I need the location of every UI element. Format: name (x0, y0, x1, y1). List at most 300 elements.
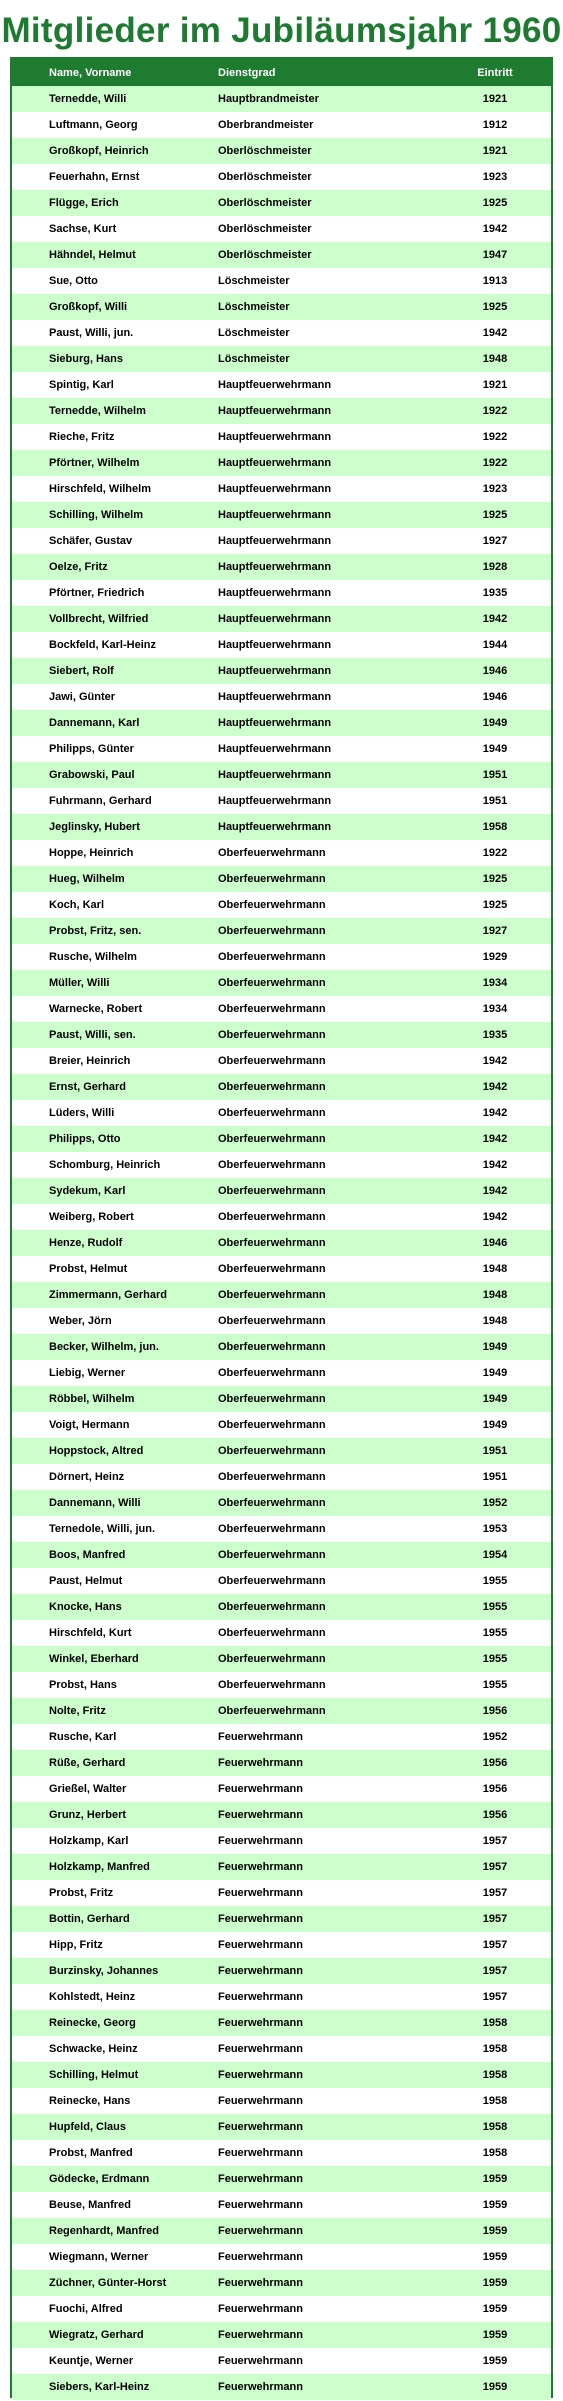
table-row (12, 944, 551, 970)
member-name: Jawi, Günter (49, 691, 116, 703)
member-joined-year: 1921 (482, 93, 508, 105)
member-joined-year: 1948 (482, 353, 508, 365)
table-row (12, 2218, 551, 2244)
member-joined-year: 1957 (482, 1861, 508, 1873)
member-rank: Feuerwehrmann (218, 2225, 303, 2237)
member-joined-year: 1946 (482, 1237, 508, 1249)
table-row (12, 1178, 551, 1204)
member-rank: Oberfeuerwehrmann (218, 1549, 326, 1561)
table-row (12, 1672, 551, 1698)
member-name: Probst, Helmut (49, 1263, 128, 1275)
member-joined-year: 1951 (482, 769, 508, 781)
member-rank: Oberfeuerwehrmann (218, 1107, 326, 1119)
member-joined-year: 1954 (482, 1549, 508, 1561)
member-rank: Oberfeuerwehrmann (218, 1211, 326, 1223)
member-rank: Oberfeuerwehrmann (218, 1419, 326, 1431)
member-name: Liebig, Werner (49, 1367, 126, 1379)
member-name: Schomburg, Heinrich (49, 1159, 161, 1171)
member-name: Schilling, Wilhelm (49, 509, 144, 521)
table-row (12, 1594, 551, 1620)
member-joined-year: 1959 (482, 2251, 508, 2263)
member-joined-year: 1928 (482, 561, 508, 573)
table-row (12, 1464, 551, 1490)
member-rank: Oberfeuerwehrmann (218, 847, 326, 859)
member-name: Paust, Willi, jun. (49, 327, 134, 339)
table-row (12, 762, 551, 788)
column-header-name: Name, Vorname (49, 66, 132, 79)
table-row (12, 190, 551, 216)
table-row (12, 372, 551, 398)
member-name: Siebers, Karl-Heinz (49, 2381, 150, 2393)
member-rank: Hauptfeuerwehrmann (218, 457, 332, 469)
member-name: Luftmann, Georg (49, 119, 138, 131)
member-name: Probst, Fritz (49, 1887, 114, 1899)
table-row (12, 1282, 551, 1308)
table-row (12, 814, 551, 840)
member-name: Müller, Willi (49, 977, 110, 989)
member-rank: Feuerwehrmann (218, 2095, 303, 2107)
member-joined-year: 1955 (482, 1601, 508, 1613)
member-joined-year: 1952 (482, 1731, 508, 1743)
table-row (12, 424, 551, 450)
member-joined-year: 1956 (482, 1757, 508, 1769)
member-joined-year: 1957 (482, 1835, 508, 1847)
member-rank: Hauptfeuerwehrmann (218, 717, 332, 729)
member-name: Schilling, Helmut (49, 2069, 139, 2081)
table-row (12, 2348, 551, 2374)
member-joined-year: 1912 (482, 119, 508, 131)
member-name: Burzinsky, Johannes (49, 1965, 159, 1977)
member-rank: Oberlöschmeister (218, 145, 312, 157)
member-rank: Feuerwehrmann (218, 1835, 303, 1847)
table-row (12, 1360, 551, 1386)
member-name: Keuntje, Werner (49, 2355, 134, 2367)
table-row (12, 1724, 551, 1750)
table-row (12, 866, 551, 892)
member-joined-year: 1935 (482, 587, 508, 599)
member-joined-year: 1949 (482, 1393, 508, 1405)
member-joined-year: 1956 (482, 1705, 508, 1717)
table-row (12, 1620, 551, 1646)
member-rank: Oberfeuerwehrmann (218, 1185, 326, 1197)
member-joined-year: 1942 (482, 1107, 508, 1119)
table-row (12, 2192, 551, 2218)
member-rank: Hauptfeuerwehrmann (218, 561, 332, 573)
member-name: Sydekum, Karl (49, 1185, 126, 1197)
member-name: Siebert, Rolf (49, 665, 114, 677)
member-joined-year: 1934 (482, 977, 508, 989)
member-joined-year: 1913 (482, 275, 508, 287)
table-row (12, 1048, 551, 1074)
member-rank: Feuerwehrmann (218, 1965, 303, 1977)
member-joined-year: 1942 (482, 1185, 508, 1197)
column-header-rank: Dienstgrad (218, 66, 276, 79)
table-row (12, 1100, 551, 1126)
table-row (12, 476, 551, 502)
member-name: Henze, Rudolf (49, 1237, 123, 1249)
member-rank: Feuerwehrmann (218, 1913, 303, 1925)
member-name: Warnecke, Robert (49, 1003, 143, 1015)
table-row (12, 736, 551, 762)
member-name: Koch, Karl (49, 899, 105, 911)
member-name: Spintig, Karl (49, 379, 114, 391)
member-name: Züchner, Günter-Horst (49, 2277, 167, 2289)
member-name: Reinecke, Hans (49, 2095, 131, 2107)
member-name: Hoppstock, Altred (49, 1445, 144, 1457)
table-row (12, 970, 551, 996)
table-row (12, 1542, 551, 1568)
member-rank: Feuerwehrmann (218, 2251, 303, 2263)
member-rank: Oberfeuerwehrmann (218, 1445, 326, 1457)
table-row (12, 1776, 551, 1802)
member-name: Großkopf, Willi (49, 301, 128, 313)
member-rank: Oberfeuerwehrmann (218, 1367, 326, 1379)
member-name: Gödecke, Erdmann (49, 2173, 150, 2185)
table-row (12, 1958, 551, 1984)
table-row (12, 346, 551, 372)
table-row (12, 710, 551, 736)
table-row (12, 164, 551, 190)
table-row (12, 1152, 551, 1178)
member-rank: Hauptfeuerwehrmann (218, 509, 332, 521)
member-name: Rüße, Gerhard (49, 1757, 126, 1769)
member-joined-year: 1946 (482, 691, 508, 703)
member-rank: Feuerwehrmann (218, 2329, 303, 2341)
member-joined-year: 1951 (482, 795, 508, 807)
table-row (12, 1230, 551, 1256)
member-joined-year: 1921 (482, 379, 508, 391)
member-joined-year: 1921 (482, 145, 508, 157)
member-joined-year: 1958 (482, 2147, 508, 2159)
table-row (12, 2322, 551, 2348)
member-rank: Oberfeuerwehrmann (218, 1627, 326, 1639)
member-joined-year: 1959 (482, 2173, 508, 2185)
member-rank: Oberlöschmeister (218, 197, 312, 209)
member-rank: Oberfeuerwehrmann (218, 1055, 326, 1067)
table-row (12, 1386, 551, 1412)
member-joined-year: 1935 (482, 1029, 508, 1041)
member-name: Pförtner, Wilhelm (49, 457, 140, 469)
table-row (12, 2036, 551, 2062)
member-rank: Feuerwehrmann (218, 2173, 303, 2185)
member-rank: Feuerwehrmann (218, 2043, 303, 2055)
member-joined-year: 1956 (482, 1783, 508, 1795)
table-row (12, 2088, 551, 2114)
table-row (12, 554, 551, 580)
member-joined-year: 1957 (482, 1887, 508, 1899)
member-joined-year: 1955 (482, 1575, 508, 1587)
table-row (12, 684, 551, 710)
table-row (12, 1022, 551, 1048)
member-name: Bottin, Gerhard (49, 1913, 130, 1925)
member-name: Hipp, Fritz (49, 1939, 103, 1951)
table-row (12, 242, 551, 268)
member-name: Holzkamp, Karl (49, 1835, 129, 1847)
member-rank: Oberfeuerwehrmann (218, 1523, 326, 1535)
table-row (12, 1516, 551, 1542)
table-row (12, 2114, 551, 2140)
table-row (12, 1906, 551, 1932)
member-name: Philipps, Otto (49, 1133, 121, 1145)
member-joined-year: 1959 (482, 2381, 508, 2393)
member-rank: Feuerwehrmann (218, 1783, 303, 1795)
table-row (12, 1074, 551, 1100)
member-name: Wiegratz, Gerhard (49, 2329, 144, 2341)
member-name: Hoppe, Heinrich (49, 847, 134, 859)
table-row (12, 216, 551, 242)
table-row (12, 1256, 551, 1282)
member-rank: Feuerwehrmann (218, 2303, 303, 2315)
member-joined-year: 1949 (482, 717, 508, 729)
member-rank: Oberfeuerwehrmann (218, 1029, 326, 1041)
members-table (10, 57, 553, 2398)
member-name: Weber, Jörn (49, 1315, 112, 1327)
member-rank: Feuerwehrmann (218, 2147, 303, 2159)
table-row (12, 1646, 551, 1672)
member-joined-year: 1958 (482, 2121, 508, 2133)
member-joined-year: 1956 (482, 1809, 508, 1821)
member-joined-year: 1959 (482, 2329, 508, 2341)
member-name: Fuochi, Alfred (49, 2303, 123, 2315)
member-joined-year: 1949 (482, 1341, 508, 1353)
member-rank: Oberfeuerwehrmann (218, 1705, 326, 1717)
member-name: Ternedde, Wilhelm (49, 405, 146, 417)
column-header-joined: Eintritt (477, 66, 513, 79)
table-row (12, 1490, 551, 1516)
member-rank: Oberfeuerwehrmann (218, 925, 326, 937)
member-name: Feuerhahn, Ernst (49, 171, 140, 183)
member-name: Reinecke, Georg (49, 2017, 136, 2029)
member-joined-year: 1925 (482, 197, 508, 209)
member-joined-year: 1927 (482, 535, 508, 547)
table-row (12, 1438, 551, 1464)
member-rank: Feuerwehrmann (218, 2355, 303, 2367)
member-rank: Feuerwehrmann (218, 1757, 303, 1769)
table-row (12, 294, 551, 320)
member-joined-year: 1958 (482, 2043, 508, 2055)
member-name: Pförtner, Friedrich (49, 587, 145, 599)
table-row (12, 1828, 551, 1854)
table-row (12, 1932, 551, 1958)
table-row (12, 632, 551, 658)
member-rank: Oberfeuerwehrmann (218, 1653, 326, 1665)
member-name: Bockfeld, Karl-Heinz (49, 639, 156, 651)
member-joined-year: 1923 (482, 483, 508, 495)
member-joined-year: 1946 (482, 665, 508, 677)
member-rank: Hauptfeuerwehrmann (218, 405, 332, 417)
member-joined-year: 1929 (482, 951, 508, 963)
member-joined-year: 1957 (482, 1913, 508, 1925)
member-rank: Feuerwehrmann (218, 2381, 303, 2393)
member-joined-year: 1957 (482, 1991, 508, 2003)
member-name: Probst, Manfred (49, 2147, 133, 2159)
member-rank: Hauptbrandmeister (218, 93, 319, 105)
member-name: Hirschfeld, Kurt (49, 1627, 132, 1639)
table-row (12, 502, 551, 528)
member-joined-year: 1942 (482, 327, 508, 339)
member-rank: Löschmeister (218, 301, 290, 313)
member-joined-year: 1955 (482, 1627, 508, 1639)
member-rank: Oberfeuerwehrmann (218, 1081, 326, 1093)
member-name: Kohlstedt, Heinz (49, 1991, 136, 2003)
member-joined-year: 1934 (482, 1003, 508, 1015)
member-joined-year: 1922 (482, 431, 508, 443)
member-name: Knocke, Hans (49, 1601, 122, 1613)
member-rank: Feuerwehrmann (218, 1939, 303, 1951)
member-name: Schwacke, Heinz (49, 2043, 138, 2055)
member-name: Paust, Helmut (49, 1575, 123, 1587)
member-rank: Oberfeuerwehrmann (218, 1679, 326, 1691)
member-name: Grunz, Herbert (49, 1809, 127, 1821)
member-rank: Hauptfeuerwehrmann (218, 535, 332, 547)
table-row (12, 1204, 551, 1230)
member-joined-year: 1958 (482, 2017, 508, 2029)
member-rank: Feuerwehrmann (218, 1731, 303, 1743)
member-rank: Feuerwehrmann (218, 1991, 303, 2003)
table-row (12, 996, 551, 1022)
member-name: Schäfer, Gustav (49, 535, 133, 547)
member-name: Becker, Wilhelm, jun. (49, 1341, 159, 1353)
member-name: Dannemann, Willi (49, 1497, 141, 1509)
member-rank: Löschmeister (218, 327, 290, 339)
member-name: Hähndel, Helmut (49, 249, 136, 261)
member-joined-year: 1942 (482, 1133, 508, 1145)
member-rank: Oberfeuerwehrmann (218, 1159, 326, 1171)
member-rank: Hauptfeuerwehrmann (218, 821, 332, 833)
member-name: Weiberg, Robert (49, 1211, 134, 1223)
table-row (12, 2296, 551, 2322)
table-row (12, 580, 551, 606)
member-joined-year: 1923 (482, 171, 508, 183)
member-joined-year: 1948 (482, 1315, 508, 1327)
member-rank: Hauptfeuerwehrmann (218, 639, 332, 651)
member-rank: Oberfeuerwehrmann (218, 1289, 326, 1301)
member-joined-year: 1947 (482, 249, 508, 261)
table-row (12, 606, 551, 632)
table-body (12, 86, 551, 2400)
table-row (12, 2140, 551, 2166)
table-row (12, 1698, 551, 1724)
member-name: Rusche, Karl (49, 1731, 117, 1743)
member-name: Sieburg, Hans (49, 353, 123, 365)
member-joined-year: 1957 (482, 1939, 508, 1951)
member-name: Ternedole, Willi, jun. (49, 1523, 156, 1535)
table-row (12, 112, 551, 138)
member-joined-year: 1957 (482, 1965, 508, 1977)
member-joined-year: 1948 (482, 1289, 508, 1301)
member-rank: Hauptfeuerwehrmann (218, 483, 332, 495)
member-joined-year: 1949 (482, 1419, 508, 1431)
member-name: Holzkamp, Manfred (49, 1861, 150, 1873)
table-row (12, 918, 551, 944)
member-rank: Oberfeuerwehrmann (218, 951, 326, 963)
member-rank: Oberlöschmeister (218, 249, 312, 261)
member-joined-year: 1925 (482, 301, 508, 313)
member-rank: Hauptfeuerwehrmann (218, 769, 332, 781)
member-rank: Oberfeuerwehrmann (218, 1471, 326, 1483)
member-name: Boos, Manfred (49, 1549, 126, 1561)
member-rank: Feuerwehrmann (218, 1887, 303, 1899)
member-joined-year: 1942 (482, 1211, 508, 1223)
member-joined-year: 1955 (482, 1679, 508, 1691)
table-row (12, 1412, 551, 1438)
table-row (12, 840, 551, 866)
member-rank: Feuerwehrmann (218, 1809, 303, 1821)
member-joined-year: 1948 (482, 1263, 508, 1275)
member-name: Fuhrmann, Gerhard (49, 795, 152, 807)
member-rank: Oberfeuerwehrmann (218, 1601, 326, 1613)
member-name: Probst, Fritz, sen. (49, 925, 142, 937)
member-joined-year: 1949 (482, 743, 508, 755)
member-rank: Löschmeister (218, 353, 290, 365)
member-joined-year: 1958 (482, 2069, 508, 2081)
table-row (12, 2270, 551, 2296)
member-joined-year: 1953 (482, 1523, 508, 1535)
member-name: Breier, Heinrich (49, 1055, 131, 1067)
member-rank: Oberfeuerwehrmann (218, 1315, 326, 1327)
table-row (12, 398, 551, 424)
member-rank: Hauptfeuerwehrmann (218, 665, 332, 677)
member-name: Voigt, Hermann (49, 1419, 130, 1431)
table-row (12, 528, 551, 554)
member-joined-year: 1942 (482, 1159, 508, 1171)
table-row (12, 1126, 551, 1152)
member-name: Hirschfeld, Wilhelm (49, 483, 151, 495)
member-rank: Feuerwehrmann (218, 2121, 303, 2133)
table-row (12, 1880, 551, 1906)
member-name: Probst, Hans (49, 1679, 117, 1691)
member-name: Dannemann, Karl (49, 717, 140, 729)
member-rank: Oberfeuerwehrmann (218, 1133, 326, 1145)
member-rank: Hauptfeuerwehrmann (218, 613, 332, 625)
member-rank: Feuerwehrmann (218, 2069, 303, 2081)
member-name: Ternedde, Willi (49, 93, 127, 105)
table-row (12, 1802, 551, 1828)
member-rank: Hauptfeuerwehrmann (218, 795, 332, 807)
member-name: Grießel, Walter (49, 1783, 127, 1795)
member-name: Zimmermann, Gerhard (49, 1289, 167, 1301)
member-joined-year: 1951 (482, 1445, 508, 1457)
table-row (12, 2166, 551, 2192)
member-name: Sachse, Kurt (49, 223, 117, 235)
member-rank: Hauptfeuerwehrmann (218, 743, 332, 755)
member-name: Nolte, Fritz (49, 1705, 106, 1717)
member-name: Ernst, Gerhard (49, 1081, 127, 1093)
member-rank: Oberfeuerwehrmann (218, 1575, 326, 1587)
member-joined-year: 1959 (482, 2225, 508, 2237)
table-row (12, 1568, 551, 1594)
member-rank: Hauptfeuerwehrmann (218, 691, 332, 703)
member-name: Dörnert, Heinz (49, 1471, 125, 1483)
member-joined-year: 1942 (482, 1055, 508, 1067)
member-rank: Oberfeuerwehrmann (218, 1497, 326, 1509)
member-joined-year: 1959 (482, 2277, 508, 2289)
member-rank: Oberlöschmeister (218, 171, 312, 183)
member-joined-year: 1952 (482, 1497, 508, 1509)
member-rank: Hauptfeuerwehrmann (218, 379, 332, 391)
table-row (12, 2244, 551, 2270)
member-rank: Feuerwehrmann (218, 2017, 303, 2029)
member-joined-year: 1951 (482, 1471, 508, 1483)
table-row (12, 2374, 551, 2400)
member-name: Wiegmann, Werner (49, 2251, 149, 2263)
table-row (12, 450, 551, 476)
member-joined-year: 1955 (482, 1653, 508, 1665)
member-rank: Oberfeuerwehrmann (218, 873, 326, 885)
member-name: Großkopf, Heinrich (49, 145, 149, 157)
table-row (12, 1750, 551, 1776)
member-rank: Feuerwehrmann (218, 2277, 303, 2289)
